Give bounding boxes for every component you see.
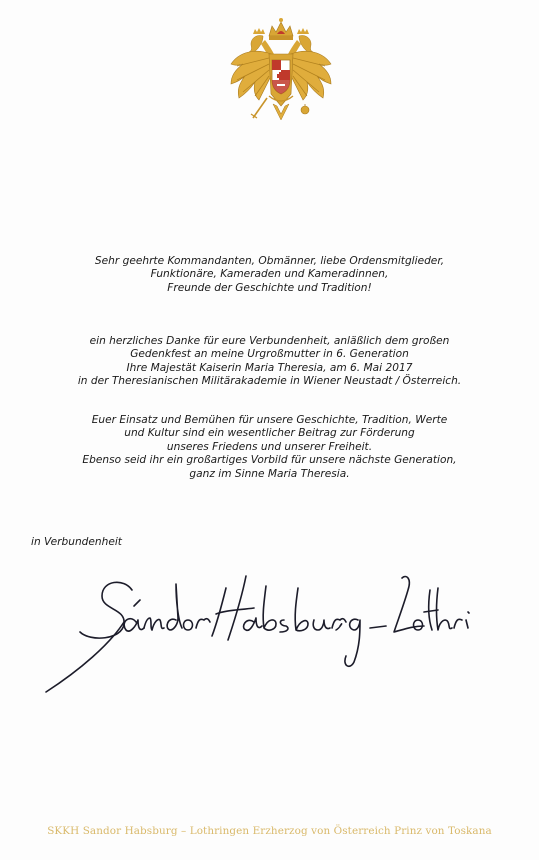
appreciation-paragraph: [0, 414, 539, 481]
thanks-paragraph: [0, 335, 539, 389]
body-line: Ihre Majestät Kaiserin Maria Theresia, am 6. Mai 2017: [126, 361, 413, 374]
body-line: ganz im Sinne Maria Theresia.: [189, 467, 350, 480]
salutation-line: Sehr geehrte Kommandanten, Obmänner, liebe Ordensmitglieder,: [94, 255, 445, 267]
body-line: Gedenkfest an meine Urgroßmutter in 6. Generation: [130, 348, 409, 361]
body-line: Ebenso seid ihr ein großartiges Vorbild für unsere nächste Generation,: [82, 454, 457, 467]
salutation-line: Funktionäre, Kameraden und Kameradinnen,: [150, 268, 389, 281]
body-line: unseres Friedens und unserer Freiheit.: [166, 440, 373, 453]
body-line: und Kultur sind ein wesentlicher Beitrag zur Förderung: [124, 427, 415, 440]
body-line: ein herzliches Danke für eure Verbundenheit, anläßlich dem großen: [89, 335, 450, 347]
salutation-line: Freunde der Geschichte und Tradition!: [167, 281, 372, 294]
salutation-paragraph: [0, 255, 539, 295]
body-line: in der Theresianischen Militärakademie in Wiener Neustadt / Österreich.: [77, 375, 462, 388]
body-line: Euer Einsatz und Bemühen für unsere Geschichte, Tradition, Werte: [91, 414, 448, 426]
footer-title: SKKH Sandor Habsburg – Lothringen Erzherzog von Österreich Prinz von Toskana: [47, 825, 492, 837]
closing-text: in Verbundenheit: [31, 536, 122, 548]
handwritten-signature: [40, 570, 480, 700]
double-headed-eagle-crest-icon: [225, 14, 337, 124]
